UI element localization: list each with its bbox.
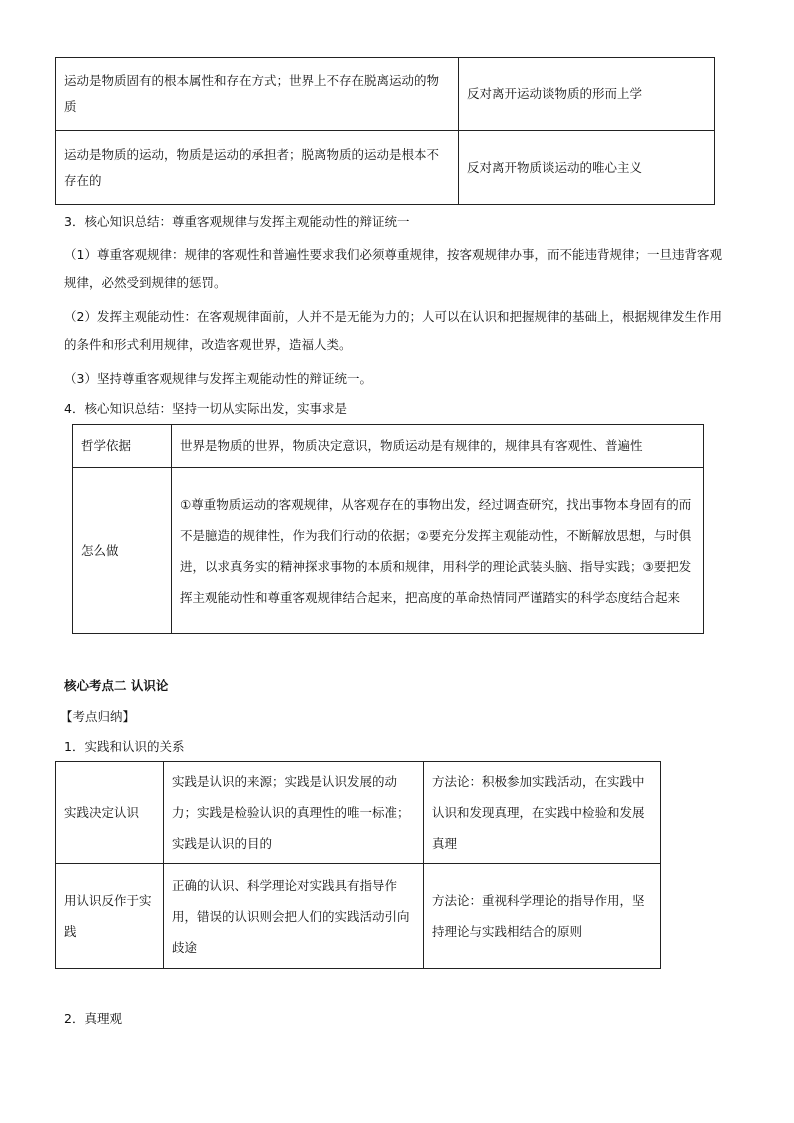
table-cell: 运动是物质的运动，物质是运动的承担者；脱离物质的运动是根本不存在的 bbox=[56, 131, 459, 205]
table-row-label: 怎么做 bbox=[73, 468, 172, 634]
table-cell: 反对离开运动谈物质的形而上学 bbox=[459, 58, 715, 131]
table-cell: 正确的认识、科学理论对实践具有指导作用，错误的认识则会把人们的实践活动引向歧途 bbox=[164, 864, 424, 969]
section4-heading: 4．核心知识总结：坚持一切从实际出发，实事求是 bbox=[64, 401, 347, 416]
seek-truth-table bbox=[72, 424, 704, 634]
section3-paragraph-2: （2）发挥主观能动性：在客观规律面前，人并不是无能为力的；人可以在认识和把握规律的基础上，根据规律发生作用的条件和形式利用规律，改造客观世界，造福人类。 bbox=[64, 309, 722, 352]
table-cell: 世界是物质的世界，物质决定意识，物质运动是有规律的，规律具有客观性、普遍性 bbox=[172, 425, 704, 468]
core2-item1: 1．实践和认识的关系 bbox=[64, 739, 185, 754]
table-cell: 方法论：积极参加实践活动，在实践中认识和发现真理，在实践中检验和发展真理 bbox=[424, 762, 661, 864]
table-row bbox=[56, 58, 715, 131]
table-row bbox=[56, 762, 661, 864]
motion-matter-table bbox=[55, 57, 715, 205]
table-cell: 实践是认识的来源；实践是认识发展的动力；实践是检验认识的真理性的唯一标准；实践是认识的目的 bbox=[164, 762, 424, 864]
core2-subtitle: 【考点归纳】 bbox=[60, 709, 136, 724]
practice-cognition-table bbox=[55, 761, 661, 969]
section3-paragraph-1: （1）尊重客观规律：规律的客观性和普遍性要求我们必须尊重规律，按客观规律办事，而不能违背规律；一旦违背客观规律，必然受到规律的惩罚。 bbox=[64, 247, 722, 290]
table-row bbox=[56, 131, 715, 205]
table-row bbox=[56, 864, 661, 969]
section3-heading: 3．核心知识总结：尊重客观规律与发挥主观能动性的辩证统一 bbox=[64, 214, 410, 229]
table-row bbox=[73, 468, 704, 634]
table-row-label: 用认识反作于实践 bbox=[56, 864, 164, 969]
table-cell: 反对离开物质谈运动的唯心主义 bbox=[459, 131, 715, 205]
table-row bbox=[73, 425, 704, 468]
core2-title: 核心考点二 认识论 bbox=[64, 678, 169, 693]
table-cell: ①尊重物质运动的客观规律，从客观存在的事物出发，经过调查研究，找出事物本身固有的而不是臆造的规律性，作为我们行动的依据；②要充分发挥主观能动性，不断解放思想，与时俱进，以求真务实的精神探求事物的本质和规律，用科学的理论武装头脑、指导实践；③要把发挥主观能动性和尊重客观规律结合起来，把高度的革命热情同严谨踏实的科学态度结合起来 bbox=[172, 468, 704, 634]
table-cell: 运动是物质固有的根本属性和存在方式；世界上不存在脱离运动的物质 bbox=[56, 58, 459, 131]
table-row-label: 实践决定认识 bbox=[56, 762, 164, 864]
table-row-label: 哲学依据 bbox=[73, 425, 172, 468]
table-cell: 方法论：重视科学理论的指导作用，坚持理论与实践相结合的原则 bbox=[424, 864, 661, 969]
core2-item2: 2．真理观 bbox=[64, 1011, 122, 1026]
section3-paragraph-3: （3）坚持尊重客观规律与发挥主观能动性的辩证统一。 bbox=[64, 371, 372, 386]
